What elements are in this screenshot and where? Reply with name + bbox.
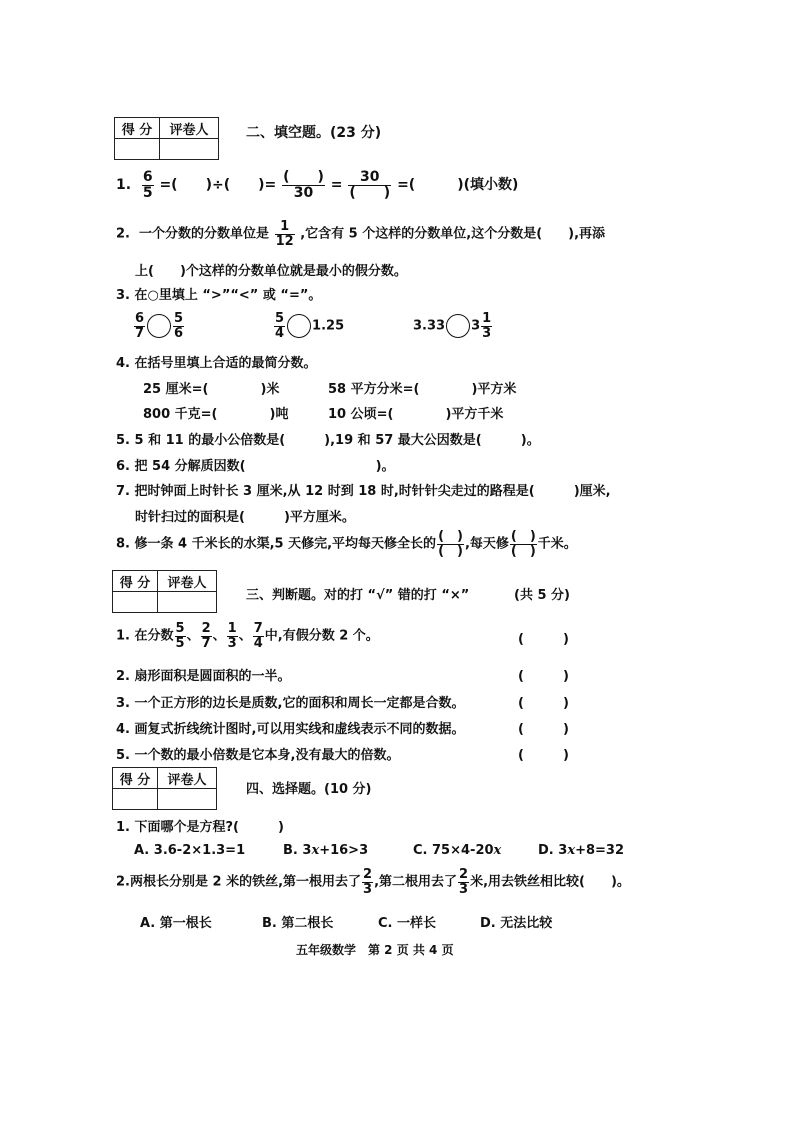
q5-line	[116, 429, 540, 448]
q2-line1	[116, 220, 605, 248]
q2-text2: ,它含有 5 个这样的分数单位,这个分数是( ),再添	[300, 226, 606, 242]
s3-item-1: 1. 在分数 $\frac{5}{5}$ 、 $\frac{2}{7}$ 、 $\frac{1}{3}$ 、 $\frac{7}{4}$ 中,有假分数 2 个。	[116, 621, 379, 651]
q6-line	[116, 455, 395, 474]
score-cell[interactable]	[113, 592, 158, 613]
answer-paren[interactable]: ( )	[518, 669, 569, 684]
score-header: 得 分	[113, 768, 158, 789]
page-footer: 五年级数学 第 2 页 共 4 页	[296, 943, 454, 957]
q8-text2: ,每天修	[464, 536, 509, 552]
q4-text: 在括号里填上合适的最简分数。	[134, 356, 317, 371]
s4-q1-line: 1. 下面哪个是方程?( )	[116, 820, 284, 835]
s3-item-suffix: 中,有假分数 2 个。	[264, 628, 379, 644]
s3-item-3: 3. 一个正方形的边长是质数,它的面积和周长一定都是合数。	[116, 696, 465, 711]
q3-line	[116, 284, 321, 303]
answer-paren[interactable]: ( )	[518, 696, 569, 711]
q8-text3: 千米。	[537, 536, 577, 552]
s3-item-5: 5. 一个数的最小倍数是它本身,没有最大的倍数。	[116, 748, 400, 763]
q1-fraction2[interactable]: 30 ( )	[349, 169, 391, 201]
q2-fraction: $\frac{1}{12}$	[275, 219, 294, 249]
q4-item-a: 25 厘米=( )米	[143, 382, 280, 397]
q8-blank-fraction2[interactable]: ( ) ( )	[510, 529, 536, 559]
q7-number: 7.	[116, 484, 130, 499]
q1-expression: =( )÷( )=	[159, 177, 277, 194]
score-cell[interactable]	[115, 139, 160, 160]
s3-item-text: 在分数	[134, 628, 174, 644]
s4-q2-line: 2.两根长分别是 2 米的铁丝,第一根用去了 $\frac{2}{3}$ ,第二根用去了 $\frac{2}{3}$ 米,用去铁丝相比较( )。	[116, 867, 630, 897]
q8-text1: 修一条 4 千米长的水渠,5 天修完,平均每天修全长的	[134, 536, 437, 552]
s3-item-number: 1.	[116, 628, 130, 644]
s4-q1-option-d[interactable]: D. 3x+8=32	[538, 843, 624, 858]
q7-line1	[116, 480, 611, 499]
s4-q2-option-a[interactable]: A. 第一根长	[140, 916, 212, 931]
q5-number: 5.	[116, 433, 130, 448]
compare-circle[interactable]	[446, 314, 470, 338]
s3-item-4: 4. 画复式折线统计图时,可以用实线和虚线表示不同的数据。	[116, 722, 465, 737]
s4-q2-option-b[interactable]: B. 第二根长	[262, 916, 334, 931]
grader-header: 评卷人	[160, 118, 219, 139]
grader-cell[interactable]	[160, 139, 219, 160]
score-header: 得 分	[113, 571, 158, 592]
compare-circle[interactable]	[147, 314, 171, 338]
section2-title: 二、填空题。(23 分)	[246, 125, 382, 141]
q1-blank-fraction[interactable]: ( ) 30	[283, 169, 324, 201]
grader-header: 评卷人	[158, 571, 217, 592]
grader-cell[interactable]	[158, 789, 217, 810]
q7-line2: 时针扫过的面积是( )平方厘米。	[135, 510, 355, 525]
answer-paren[interactable]: ( )	[518, 632, 569, 647]
q4-item-d: 10 公顷=( )平方千米	[328, 407, 504, 422]
q1-number: 1.	[116, 177, 132, 194]
s4-q1-option-a[interactable]: A. 3.6-2×1.3=1	[134, 843, 246, 858]
q5-text: 5 和 11 的最小公倍数是( ),19 和 57 最大公因数是( )。	[134, 433, 540, 448]
s4-q2-option-c[interactable]: C. 一样长	[378, 916, 437, 931]
q2-line2: 上( )个这样的分数单位就是最小的假分数。	[135, 264, 407, 279]
q1-tail: =( )(填小数)	[397, 177, 519, 194]
compare-circle[interactable]	[287, 314, 311, 338]
s4-q1-option-b[interactable]: B. 3x+16>3	[283, 843, 369, 858]
q8-line	[116, 530, 577, 558]
q2-number: 2.	[116, 226, 130, 242]
score-table-section3	[112, 570, 217, 613]
s3-item-2: 2. 扇形面积是圆面积的一半。	[116, 669, 291, 684]
q6-number: 6.	[116, 459, 130, 474]
q4-item-b: 58 平方分米=( )平方米	[328, 382, 517, 397]
s4-q1-option-c[interactable]: C. 75×4-20x	[413, 843, 502, 858]
score-table-section4	[112, 767, 217, 810]
q3-text: 在○里填上 “>”“<” 或 “=”。	[134, 288, 322, 303]
q6-text: 把 54 分解质因数( )。	[134, 459, 395, 474]
q3-number: 3.	[116, 288, 130, 303]
q3-compare-c: 3.33 3 $\frac{1}{3}$	[413, 311, 492, 341]
q1-line	[116, 170, 518, 200]
q4-item-c: 800 千克=( )吨	[143, 407, 289, 422]
answer-paren[interactable]: ( )	[518, 748, 569, 763]
section3-title: 三、判断题。对的打 “√” 错的打 “×”	[246, 588, 470, 603]
q1-equals: =	[330, 177, 343, 194]
score-cell[interactable]	[113, 789, 158, 810]
score-header: 得 分	[115, 118, 160, 139]
section3-total: (共 5 分)	[514, 588, 570, 603]
q4-line	[116, 352, 317, 371]
q3-compare-b: $\frac{5}{4}$ 1.25	[275, 311, 345, 341]
q4-number: 4.	[116, 356, 130, 371]
section4-title: 四、选择题。(10 分)	[246, 782, 372, 797]
answer-paren[interactable]: ( )	[518, 722, 569, 737]
grader-cell[interactable]	[158, 592, 217, 613]
q8-number: 8.	[116, 536, 130, 552]
q2-text1: 一个分数的分数单位是	[139, 226, 270, 242]
s4-q2-option-d[interactable]: D. 无法比较	[480, 916, 553, 931]
q7-text1: 把时钟面上时针长 3 厘米,从 12 时到 18 时,时针针尖走过的路程是( )厘米,	[134, 484, 611, 499]
score-table-section2	[114, 117, 219, 160]
grader-header: 评卷人	[158, 768, 217, 789]
q1-fraction: $\frac{6}{5}$	[142, 169, 153, 201]
q8-blank-fraction[interactable]: ( ) ( )	[438, 529, 463, 559]
q3-compare-a: $\frac{6}{7}$ $\frac{5}{6}$	[135, 311, 184, 341]
